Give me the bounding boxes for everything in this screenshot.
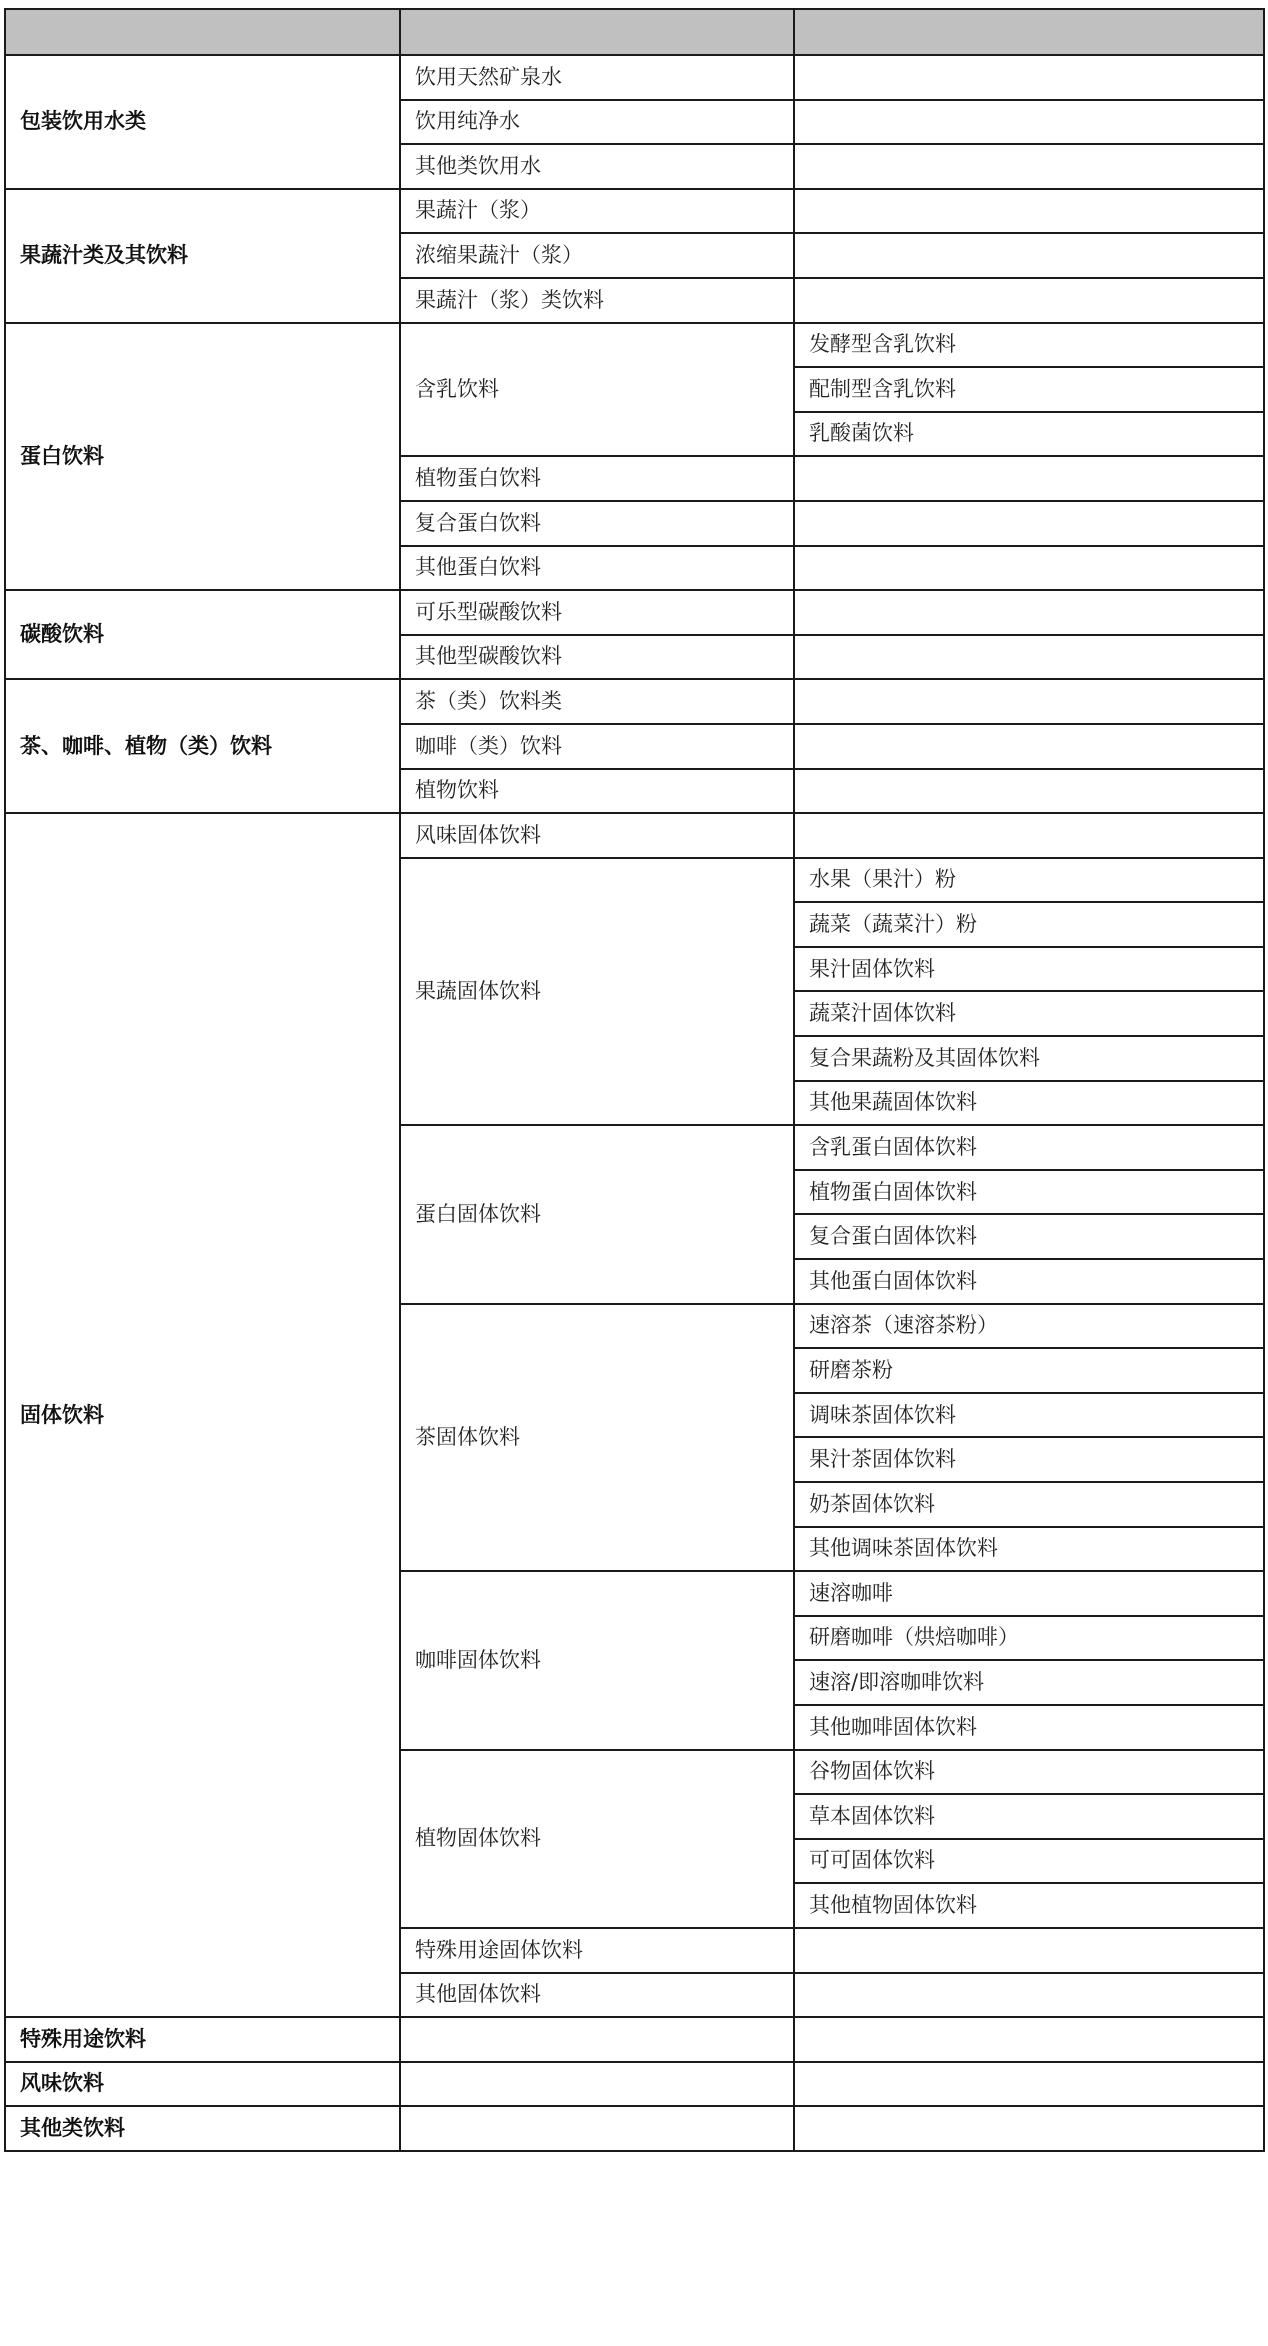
detail-cell: 乳酸菌饮料 (794, 412, 1264, 457)
detail-cell: 配制型含乳饮料 (794, 367, 1264, 412)
subcategory-cell: 咖啡（类）饮料 (400, 724, 794, 769)
table-row (5, 679, 1264, 724)
category-cell: 蛋白饮料 (5, 323, 400, 591)
detail-cell: 蔬菜（蔬菜汁）粉 (794, 902, 1264, 947)
category-cell: 特殊用途饮料 (5, 2017, 400, 2062)
detail-cell (794, 635, 1264, 680)
subcategory-cell: 饮用纯净水 (400, 100, 794, 145)
subcategory-cell: 含乳饮料 (400, 323, 794, 457)
subcategory-cell: 可乐型碳酸饮料 (400, 590, 794, 635)
detail-cell (794, 2017, 1264, 2062)
detail-cell: 水果（果汁）粉 (794, 858, 1264, 903)
detail-cell (794, 100, 1264, 145)
subcategory-cell: 果蔬汁（浆）类饮料 (400, 278, 794, 323)
detail-cell: 速溶茶（速溶茶粉） (794, 1304, 1264, 1349)
category-cell: 风味饮料 (5, 2062, 400, 2107)
detail-cell (794, 1973, 1264, 2018)
detail-cell: 谷物固体饮料 (794, 1750, 1264, 1795)
detail-cell (794, 813, 1264, 858)
category-cell: 固体饮料 (5, 813, 400, 2017)
detail-cell: 其他蛋白固体饮料 (794, 1259, 1264, 1304)
detail-cell: 其他调味茶固体饮料 (794, 1527, 1264, 1572)
detail-cell: 蔬菜汁固体饮料 (794, 991, 1264, 1036)
detail-cell (794, 278, 1264, 323)
table-row (5, 813, 1264, 858)
subcategory-cell: 植物蛋白饮料 (400, 456, 794, 501)
detail-cell (794, 724, 1264, 769)
detail-cell: 植物蛋白固体饮料 (794, 1170, 1264, 1215)
detail-cell: 其他咖啡固体饮料 (794, 1705, 1264, 1750)
detail-cell: 其他植物固体饮料 (794, 1883, 1264, 1928)
table-row (5, 2017, 1264, 2062)
table-row (5, 2062, 1264, 2107)
detail-cell: 果汁茶固体饮料 (794, 1437, 1264, 1482)
subcategory-cell: 风味固体饮料 (400, 813, 794, 858)
detail-cell: 研磨茶粉 (794, 1348, 1264, 1393)
detail-cell: 草本固体饮料 (794, 1794, 1264, 1839)
detail-cell (794, 55, 1264, 100)
subcategory-cell: 果蔬固体饮料 (400, 858, 794, 1126)
subcategory-cell: 茶固体饮料 (400, 1304, 794, 1572)
table-row (5, 55, 1264, 100)
detail-cell: 速溶/即溶咖啡饮料 (794, 1660, 1264, 1705)
header-cell-category (5, 9, 400, 55)
detail-cell (794, 769, 1264, 814)
detail-cell: 果汁固体饮料 (794, 947, 1264, 992)
subcategory-cell: 浓缩果蔬汁（浆） (400, 233, 794, 278)
table-row (5, 2106, 1264, 2151)
table-row (5, 189, 1264, 234)
detail-cell (794, 679, 1264, 724)
subcategory-cell (400, 2062, 794, 2107)
detail-cell (794, 501, 1264, 546)
subcategory-cell: 其他蛋白饮料 (400, 546, 794, 591)
subcategory-cell: 植物固体饮料 (400, 1750, 794, 1928)
header-cell-subcategory (400, 9, 794, 55)
detail-cell: 可可固体饮料 (794, 1839, 1264, 1884)
subcategory-cell: 其他固体饮料 (400, 1973, 794, 2018)
subcategory-cell: 饮用天然矿泉水 (400, 55, 794, 100)
subcategory-cell: 其他类饮用水 (400, 144, 794, 189)
subcategory-cell: 咖啡固体饮料 (400, 1571, 794, 1749)
detail-cell (794, 456, 1264, 501)
detail-cell: 调味茶固体饮料 (794, 1393, 1264, 1438)
category-cell: 其他类饮料 (5, 2106, 400, 2151)
subcategory-cell: 其他型碳酸饮料 (400, 635, 794, 680)
subcategory-cell (400, 2106, 794, 2151)
detail-cell (794, 2062, 1264, 2107)
subcategory-cell: 果蔬汁（浆） (400, 189, 794, 234)
detail-cell (794, 233, 1264, 278)
header-row (5, 9, 1264, 55)
subcategory-cell: 特殊用途固体饮料 (400, 1928, 794, 1973)
category-cell: 茶、咖啡、植物（类）饮料 (5, 679, 400, 813)
detail-cell (794, 546, 1264, 591)
subcategory-cell: 复合蛋白饮料 (400, 501, 794, 546)
header-cell-detail (794, 9, 1264, 55)
category-cell: 果蔬汁类及其饮料 (5, 189, 400, 323)
detail-cell: 其他果蔬固体饮料 (794, 1081, 1264, 1126)
category-cell: 碳酸饮料 (5, 590, 400, 679)
subcategory-cell (400, 2017, 794, 2062)
beverage-classification-table (4, 8, 1265, 2152)
subcategory-cell: 茶（类）饮料类 (400, 679, 794, 724)
detail-cell (794, 1928, 1264, 1973)
detail-cell: 复合蛋白固体饮料 (794, 1214, 1264, 1259)
detail-cell: 奶茶固体饮料 (794, 1482, 1264, 1527)
detail-cell (794, 2106, 1264, 2151)
detail-cell: 发酵型含乳饮料 (794, 323, 1264, 368)
detail-cell (794, 189, 1264, 234)
detail-cell: 复合果蔬粉及其固体饮料 (794, 1036, 1264, 1081)
detail-cell (794, 590, 1264, 635)
detail-cell: 速溶咖啡 (794, 1571, 1264, 1616)
table-row (5, 323, 1264, 368)
detail-cell: 研磨咖啡（烘焙咖啡） (794, 1616, 1264, 1661)
category-cell: 包装饮用水类 (5, 55, 400, 189)
subcategory-cell: 植物饮料 (400, 769, 794, 814)
detail-cell (794, 144, 1264, 189)
detail-cell: 含乳蛋白固体饮料 (794, 1125, 1264, 1170)
table-body (5, 55, 1264, 2151)
subcategory-cell: 蛋白固体饮料 (400, 1125, 794, 1303)
table-row (5, 590, 1264, 635)
